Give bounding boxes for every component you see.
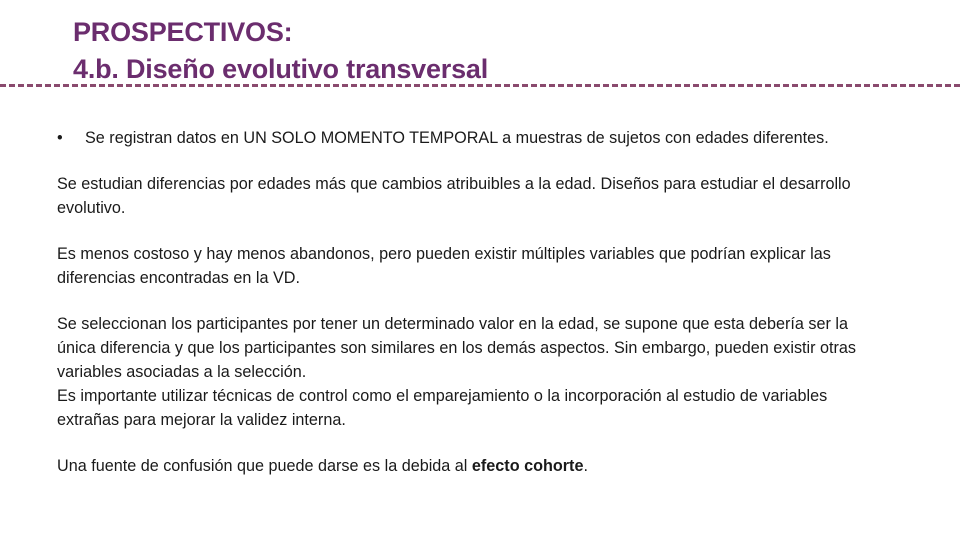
dashed-divider — [0, 84, 960, 87]
slide-body — [57, 126, 887, 500]
paragraph-4: Es importante utilizar técnicas de control como el emparejamiento o la incorporación al estudio de variables extrañas para mejorar la validez interna. — [57, 387, 828, 429]
paragraph-5-prefix: Una fuente de confusión que puede darse es la debida al — [57, 457, 472, 475]
slide-title — [73, 14, 488, 88]
bullet-item — [57, 126, 887, 150]
title-line-1: PROSPECTIVOS: — [73, 17, 293, 47]
paragraph-2: Es menos costoso y hay menos abandonos, pero pueden existir múltiples variables que podrían explicar las diferencias encontradas en la VD. — [57, 245, 831, 287]
paragraph-3: Se seleccionan los participantes por tener un determinado valor en la edad, se supone que esta debería ser la única diferencia y que los participantes son similares en los demás aspectos. Sin embargo, pueden existir otras variables asociadas a la selección. — [57, 315, 857, 381]
paragraph-1: Se estudian diferencias por edades más que cambios atribuibles a la edad. Diseños para estudiar el desarrollo evolutivo. — [57, 175, 851, 217]
paragraph-5-suffix: . — [583, 457, 588, 475]
bullet-marker: • — [57, 129, 63, 147]
paragraph-5 — [57, 454, 887, 478]
bullet-text: Se registran datos en UN SOLO MOMENTO TEMPORAL a muestras de sujetos con edades diferentes. — [85, 129, 829, 147]
title-line-2: 4.b. Diseño evolutivo transversal — [73, 54, 489, 84]
efecto-cohorte-term: efecto cohorte — [471, 457, 584, 475]
